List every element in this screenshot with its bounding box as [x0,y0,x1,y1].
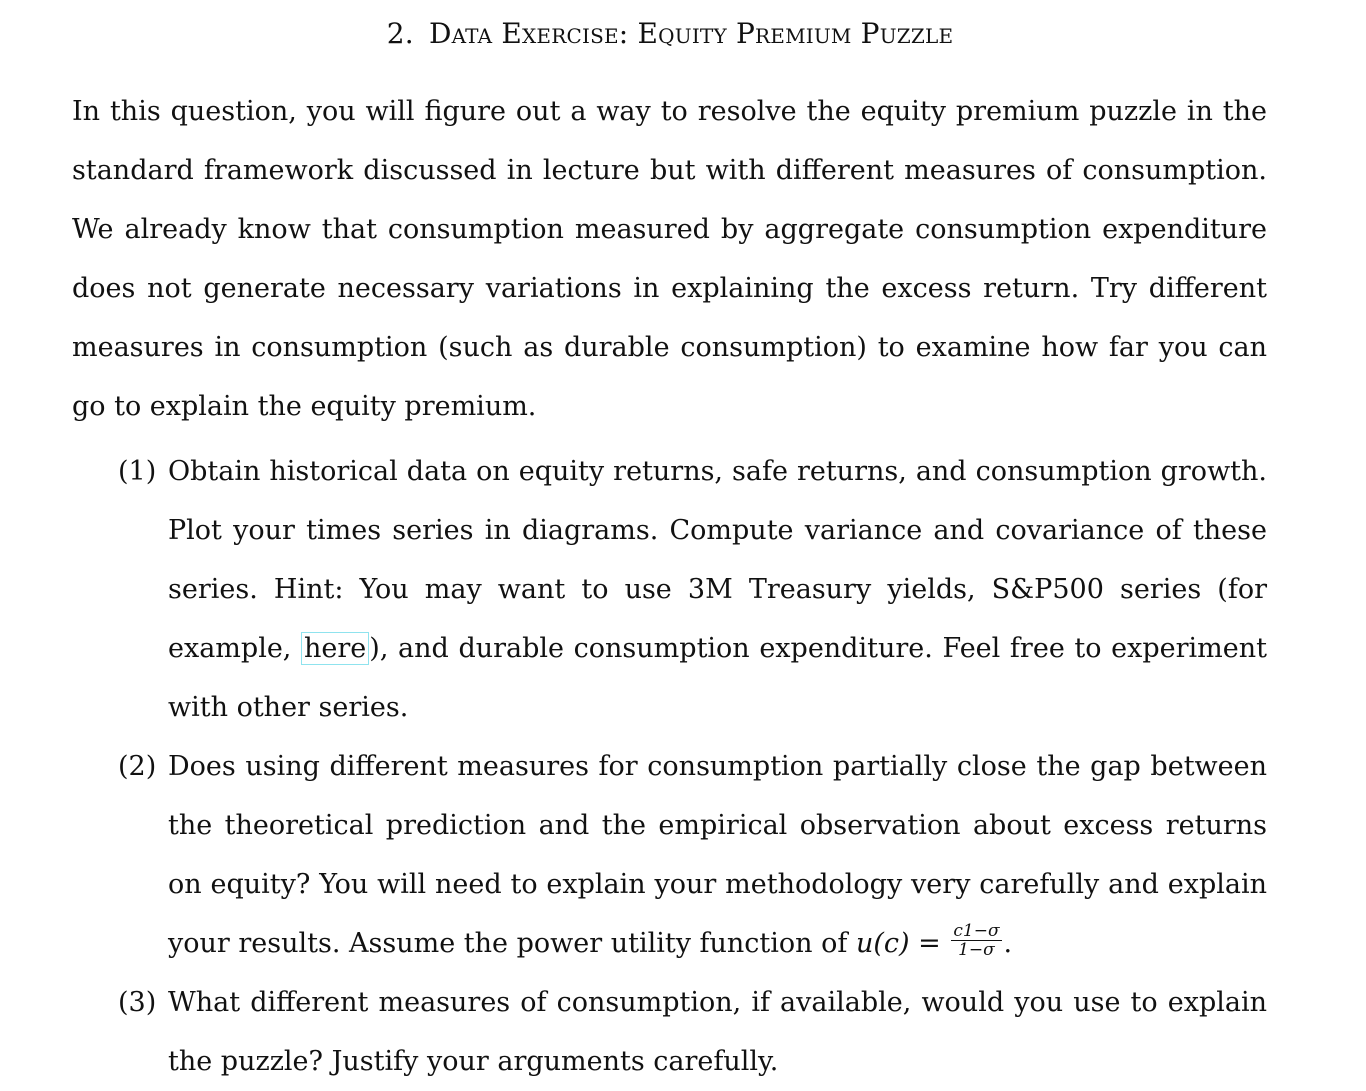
item-text: What different measures of consumption, if available, would you use to explain the puzzle? Justify your arguments carefully. [168,987,1267,1077]
section-heading [0,14,1340,54]
question-item-1 [72,442,1267,737]
question-list [72,442,1267,1091]
item-text: Does using different measures for consumption partially close the gap between the theoretical prediction and the empirical observation about excess returns on equity? You will need to explain your methodology very carefully and explain your results. Assume the power utility function of [168,751,1267,959]
section-number: 2. [386,17,414,50]
item-marker: (2) [118,751,157,782]
fraction-denominator: 1−σ [958,940,995,960]
section-title: Data Exercise: Equity Premium Puzzle [428,17,954,50]
item-text: Obtain historical data on equity returns, safe returns, and consumption growth. Plot your times series in diagrams. Compute variance and covariance of these series. Hint: You may want to use 3M Treasury yields, S&P500 series (for example, [168,456,1267,664]
question-item-2 [72,737,1267,973]
here-link[interactable]: here [301,632,369,665]
item-text-after-link: ), and durable consumption expenditure. Feel free to experiment with other series. [168,633,1268,723]
utility-fraction [951,922,1001,959]
intro-paragraph: In this question, you will figure out a way to resolve the equity premium puzzle in the standard framework discussed in lecture but with different measures of consumption. We already know that consumption measured by aggregate consumption expenditure does not generate necessary variations in explaining the excess return. Try different measures in consumption (such as durable consumption) to examine how far you can go to explain the equity premium. [72,96,1267,422]
fraction-numerator: c1−σ [953,921,1000,941]
item-marker: (1) [118,456,157,487]
utility-formula-lhs: u(c) = [855,928,950,959]
question-item-3 [72,973,1267,1091]
item-marker: (3) [118,987,157,1018]
formula-period: . [1003,928,1013,959]
